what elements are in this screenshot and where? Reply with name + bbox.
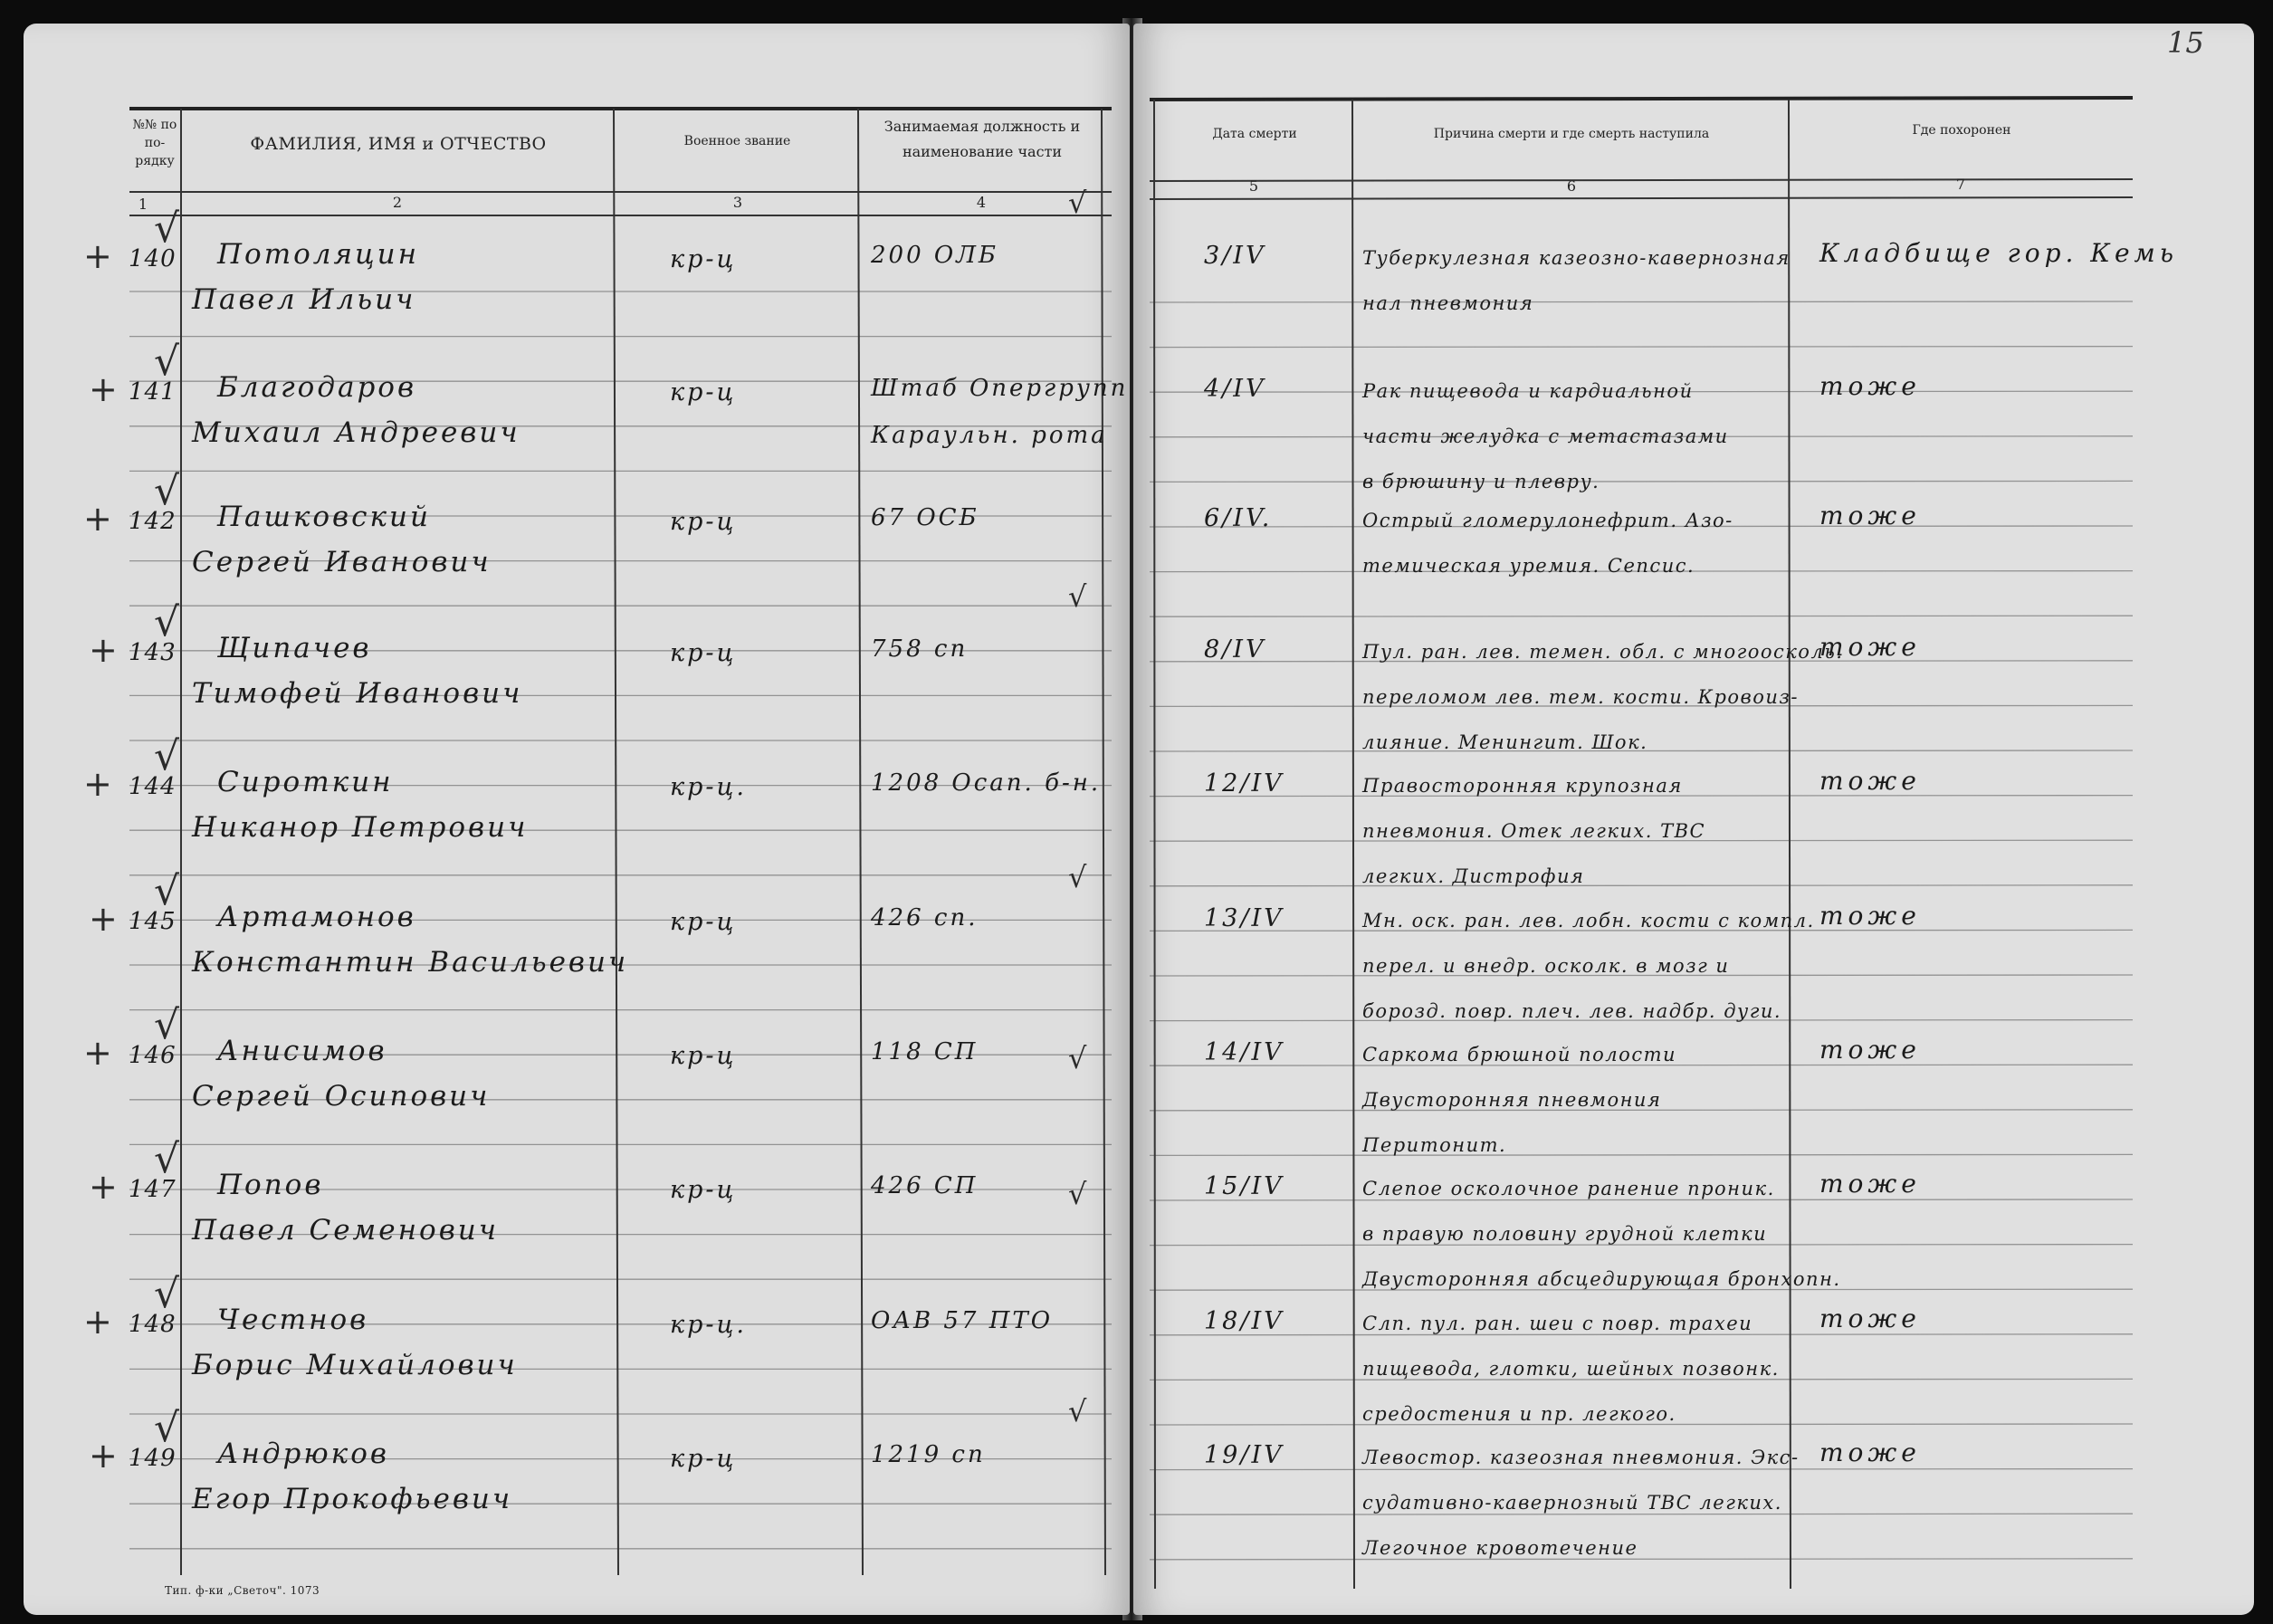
entry-number: 141 [129, 378, 177, 406]
entry-cause-line: Правосторонняя крупозная [1362, 775, 1683, 797]
entry-burial-place: тоже [1819, 1169, 1921, 1199]
entry-surname: Анисимов [217, 1035, 387, 1067]
entry-given-names: Константин Васильевич [192, 946, 629, 979]
page-number: 15 [2167, 25, 2204, 60]
entry-burial-place: Кладбище гор. Кемь [1819, 238, 2178, 268]
entry-burial-place: тоже [1819, 501, 1921, 530]
entry-given-names: Никанор Петрович [192, 811, 529, 844]
entry-surname: Благодаров [217, 371, 417, 404]
entry-number: 145 [129, 908, 177, 935]
entry-cause-line: темическая уремия. Сепсис. [1362, 555, 1695, 577]
entry-given-names: Сергей Иванович [192, 546, 492, 578]
entry-burial-place: тоже [1819, 1035, 1921, 1065]
margin-plus-mark: + [83, 236, 112, 276]
entry-number: 144 [129, 773, 177, 800]
entry-position: 426 СП [871, 1172, 979, 1199]
position-check-mark: √ [1068, 186, 1087, 220]
entry-cause-line: Мн. оск. ран. лев. лобн. кости с компл. [1362, 910, 1815, 931]
entry-surname: Пашковский [217, 501, 431, 533]
margin-plus-mark: + [89, 369, 118, 409]
entry-surname: Потоляцин [217, 238, 420, 271]
entry-cause-line: нал пневмония [1362, 292, 1534, 314]
entry-cause-line: Острый гломерулонефрит. Азо- [1362, 510, 1733, 531]
margin-plus-mark: + [89, 1436, 118, 1476]
margin-plus-mark: + [89, 630, 118, 670]
entry-number: 143 [129, 639, 177, 666]
entry-cause-line: в брюшину и плевру. [1362, 471, 1600, 492]
header-death-date: Дата смерти [1212, 127, 1297, 141]
position-check-mark: √ [1068, 1041, 1087, 1075]
entry-position: 67 ОСБ [871, 504, 979, 531]
entry-position: 1219 сп [871, 1441, 986, 1468]
entry-surname: Щипачев [217, 632, 372, 664]
entry-death-date: 18/IV [1204, 1307, 1285, 1335]
entry-cause-line: в правую половину грудной клетки [1362, 1223, 1768, 1245]
entry-number: 149 [129, 1445, 177, 1472]
margin-plus-mark: + [83, 764, 112, 804]
entry-number: 146 [129, 1042, 177, 1069]
position-check-mark: √ [1068, 1394, 1087, 1428]
column-number: 6 [1566, 177, 1577, 195]
header-military-rank: Военное звание [683, 134, 791, 148]
entry-cause-line: Рак пищевода и кардиальной [1362, 380, 1694, 402]
column-number: 3 [732, 194, 743, 211]
position-check-mark: √ [1068, 1177, 1087, 1211]
entry-death-date: 8/IV [1204, 635, 1266, 664]
entry-cause-line: Легочное кровотечение [1362, 1537, 1638, 1559]
entry-position: Караульн. рота [871, 422, 1108, 449]
entry-given-names: Михаил Андреевич [192, 416, 520, 449]
entry-position: Штаб Опергрупп [871, 375, 1129, 402]
entry-death-date: 19/IV [1204, 1441, 1285, 1469]
column-number: 4 [976, 194, 987, 211]
header-cause-of-death: Причина смерти и где смерть наступила [1433, 127, 1710, 141]
entry-death-date: 6/IV. [1204, 504, 1273, 532]
entry-given-names: Тимофей Иванович [192, 677, 523, 710]
entry-rank: кр-ц [670, 1176, 737, 1204]
entry-given-names: Борис Михайлович [192, 1349, 518, 1381]
entry-cause-line: лияние. Менингит. Шок. [1362, 731, 1648, 753]
column-number: 1 [138, 196, 148, 213]
column-number: 2 [392, 194, 403, 211]
entry-rank: кр-ц [670, 1445, 737, 1473]
entry-position: 426 сп. [871, 904, 979, 931]
entry-cause-line: средостения и пр. легкого. [1362, 1403, 1676, 1425]
entry-burial-place: тоже [1819, 1304, 1921, 1333]
column-number: 5 [1248, 177, 1259, 195]
margin-check-mark: √ [154, 205, 180, 252]
entry-cause-line: части желудка с метастазами [1362, 425, 1729, 447]
header-full-name: ФАМИЛИЯ, ИМЯ и ОТЧЕСТВО [250, 134, 547, 154]
entry-position: 118 СП [871, 1038, 979, 1065]
entry-rank: кр-ц [670, 1042, 737, 1070]
entry-given-names: Сергей Осипович [192, 1080, 491, 1113]
entry-number: 142 [129, 508, 177, 535]
entry-rank: кр-ц. [670, 1311, 747, 1339]
position-check-mark: √ [1068, 860, 1087, 894]
entry-cause-line: Слепое осколочное ранение проник. [1362, 1178, 1775, 1199]
entry-death-date: 13/IV [1204, 904, 1285, 932]
entry-surname: Андрюков [217, 1438, 389, 1470]
header-position-unit: Занимаемая должность и наименование части [883, 118, 1081, 160]
entry-cause-line: Туберкулезная казеозно-кавернозная [1362, 247, 1791, 269]
entry-cause-line: Слп. пул. ран. шеи с повр. трахеи [1362, 1313, 1753, 1334]
margin-check-mark: √ [154, 1136, 180, 1182]
entry-death-date: 4/IV [1204, 375, 1266, 403]
entry-cause-line: перел. и внедр. осколк. в мозг и [1362, 955, 1730, 977]
entry-burial-place: тоже [1819, 766, 1921, 796]
entry-cause-line: Перитонит. [1362, 1134, 1507, 1156]
entry-rank: кр-ц [670, 908, 737, 936]
entry-rank: кр-ц [670, 245, 737, 273]
entry-cause-line: переломом лев. тем. кости. Кровоиз- [1362, 686, 1799, 708]
entry-cause-line: Левостор. казеозная пневмония. Экс- [1362, 1447, 1800, 1468]
entry-rank: кр-ц [670, 639, 737, 667]
entry-position: ОАВ 57 ПТО [871, 1307, 1054, 1334]
margin-plus-mark: + [83, 499, 112, 539]
header-burial-place: Где похоронен [1912, 123, 2011, 138]
entry-burial-place: тоже [1819, 632, 1921, 662]
margin-check-mark: √ [154, 468, 180, 514]
entry-cause-line: судативно-кавернозный ТВС легких. [1362, 1492, 1782, 1514]
margin-check-mark: √ [154, 1002, 180, 1048]
entry-rank: кр-ц. [670, 773, 747, 801]
entry-surname: Артамонов [217, 901, 416, 933]
entry-cause-line: борозд. повр. плеч. лев. надбр. дуги. [1362, 1000, 1782, 1022]
entry-death-date: 12/IV [1204, 769, 1285, 798]
margin-check-mark: √ [154, 599, 180, 645]
entry-given-names: Павел Семенович [192, 1214, 499, 1247]
entry-burial-place: тоже [1819, 371, 1921, 401]
entry-surname: Сироткин [217, 766, 394, 798]
entry-cause-line: Пул. ран. лев. темен. обл. с многоосколь. [1362, 641, 1844, 663]
entry-number: 148 [129, 1311, 177, 1338]
entry-cause-line: Саркома брюшной полости [1362, 1044, 1677, 1065]
printer-footer: Тип. ф-ки „Светоч". 1073 [165, 1584, 320, 1597]
margin-check-mark: √ [154, 868, 180, 914]
margin-check-mark: √ [154, 1405, 180, 1451]
entry-death-date: 15/IV [1204, 1172, 1285, 1200]
header-row-number: №№ по по- рядку [132, 118, 177, 168]
entry-given-names: Павел Ильич [192, 283, 416, 316]
margin-plus-mark: + [89, 1167, 118, 1207]
entry-death-date: 3/IV [1204, 242, 1266, 270]
entry-cause-line: легких. Дистрофия [1362, 865, 1585, 887]
entry-surname: Попов [217, 1169, 324, 1201]
entry-given-names: Егор Прокофьевич [192, 1483, 513, 1515]
margin-plus-mark: + [89, 899, 118, 939]
entry-death-date: 14/IV [1204, 1038, 1285, 1066]
entry-cause-line: Двусторонняя пневмония [1362, 1089, 1662, 1111]
entry-position: 1208 Осап. б-н. [871, 769, 1102, 797]
entry-surname: Честнов [217, 1304, 369, 1336]
margin-plus-mark: + [83, 1302, 112, 1342]
margin-check-mark: √ [154, 733, 180, 779]
entry-rank: кр-ц [670, 508, 737, 536]
position-check-mark: √ [1068, 579, 1087, 614]
entry-number: 140 [129, 245, 177, 272]
margin-plus-mark: + [83, 1033, 112, 1073]
entry-cause-line: пищевода, глотки, шейных позвонк. [1362, 1358, 1780, 1380]
margin-check-mark: √ [154, 339, 180, 385]
entry-position: 200 ОЛБ [871, 242, 999, 269]
entry-burial-place: тоже [1819, 901, 1921, 931]
entry-position: 758 сп [871, 635, 969, 663]
entry-cause-line: Двусторонняя абсцедирующая бронхопн. [1362, 1268, 1841, 1290]
entry-burial-place: тоже [1819, 1438, 1921, 1467]
entry-rank: кр-ц [670, 378, 737, 406]
column-number: 7 [1955, 176, 1966, 193]
entry-cause-line: пневмония. Отек легких. ТВС [1362, 820, 1706, 842]
margin-check-mark: √ [154, 1271, 180, 1317]
entry-number: 147 [129, 1176, 177, 1203]
